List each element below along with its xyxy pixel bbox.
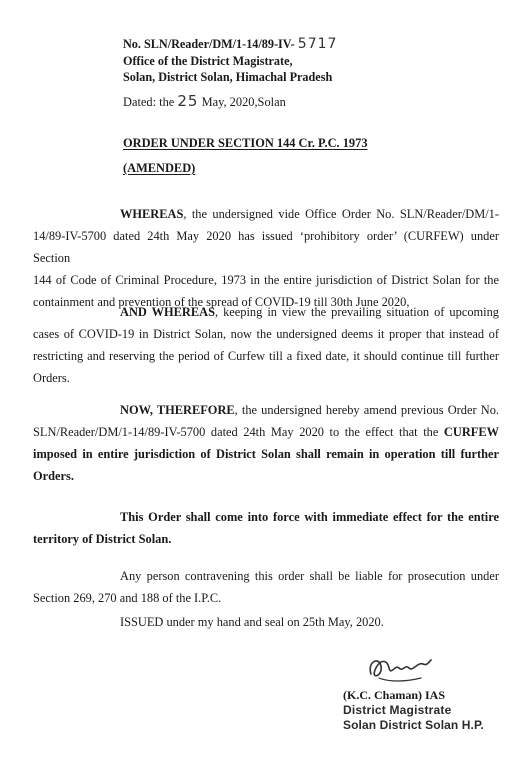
para5-line2: Section 269, 270 and 188 of the I.P.C. [33,591,222,605]
reference-number-printed: No. SLN/Reader/DM/1-14/89-IV- [123,37,295,51]
para1-lead: WHEREAS [120,207,184,221]
para2-line3: restricting and reserving the period of Curfew till a fixed date, it should continue till further [33,349,499,363]
para3-line2: SLN/Reader/DM/1-14/89-IV-5700 dated 24th May 2020 to the effect that the CURFEW [33,425,499,439]
para4-line2: territory of District Solan. [33,532,172,546]
para3-line1: NOW, THEREFORE, the undersigned hereby amend previous Order No. [120,403,499,417]
issued-statement: ISSUED under my hand and seal on 25th May, 2020. [120,615,384,629]
para4-line1: This Order shall come into force with immediate effect for the entire [120,510,499,524]
paragraph-whereas [33,203,499,313]
paragraph-now-therefore [33,399,499,487]
para3-lead: NOW, THEREFORE [120,403,235,417]
paragraph-effect [33,506,499,550]
curfew-term: CURFEW [443,425,499,439]
order-amended: (AMENDED) [123,161,196,175]
order-title: ORDER UNDER SECTION 144 Cr. P.C. 1973 [123,136,368,150]
para2-lead: AND WHEREAS [120,305,215,319]
signatory-place-stamp: Solan District Solan H.P. [343,718,484,732]
paragraph-and-whereas [33,301,499,389]
para2-line1: AND WHEREAS, keeping in view the prevailing situation of upcoming [120,305,499,319]
reference-number-handwritten: 5717 [297,36,338,52]
para5-line1: Any person contravening this order shall be liable for prosecution under [120,569,499,583]
reference-number [123,36,337,52]
office-name: Office of the District Magistrate, [123,54,293,68]
paragraph-penalty [33,565,499,609]
date-day-handwritten: 25 [177,92,199,110]
para2-line2: cases of COVID-19 in District Solan, now the undersigned deems it proper that instead of [33,327,499,341]
signatory-designation-stamp: District Magistrate [343,703,452,717]
para1-line1: WHEREAS, the undersigned vide Office Order No. SLN/Reader/DM/1- [120,207,499,221]
para2-line4: Orders. [33,371,70,385]
order-date [123,92,286,110]
para1-line4: containment and prevention of the spread of COVID-19 till 30th June 2020, [33,295,410,309]
para3-line4: Orders. [33,469,74,483]
handwritten-signature [365,652,435,686]
para1-line3: 144 of Code of Criminal Procedure, 1973 in the entire jurisdiction of District Solan for the [33,273,499,287]
office-location: Solan, District Solan, Himachal Pradesh [123,70,333,84]
para3-line3: imposed in entire jurisdiction of District Solan shall remain in operation till further [33,447,499,461]
date-suffix: May, 2020,Solan [201,95,286,109]
date-prefix: Dated: the [123,95,175,109]
para1-line2: 14/89-IV-5700 dated 24th May 2020 has issued ‘prohibitory order’ (CURFEW) under Section [33,229,499,265]
signatory-name: (K.C. Chaman) IAS [343,688,446,702]
